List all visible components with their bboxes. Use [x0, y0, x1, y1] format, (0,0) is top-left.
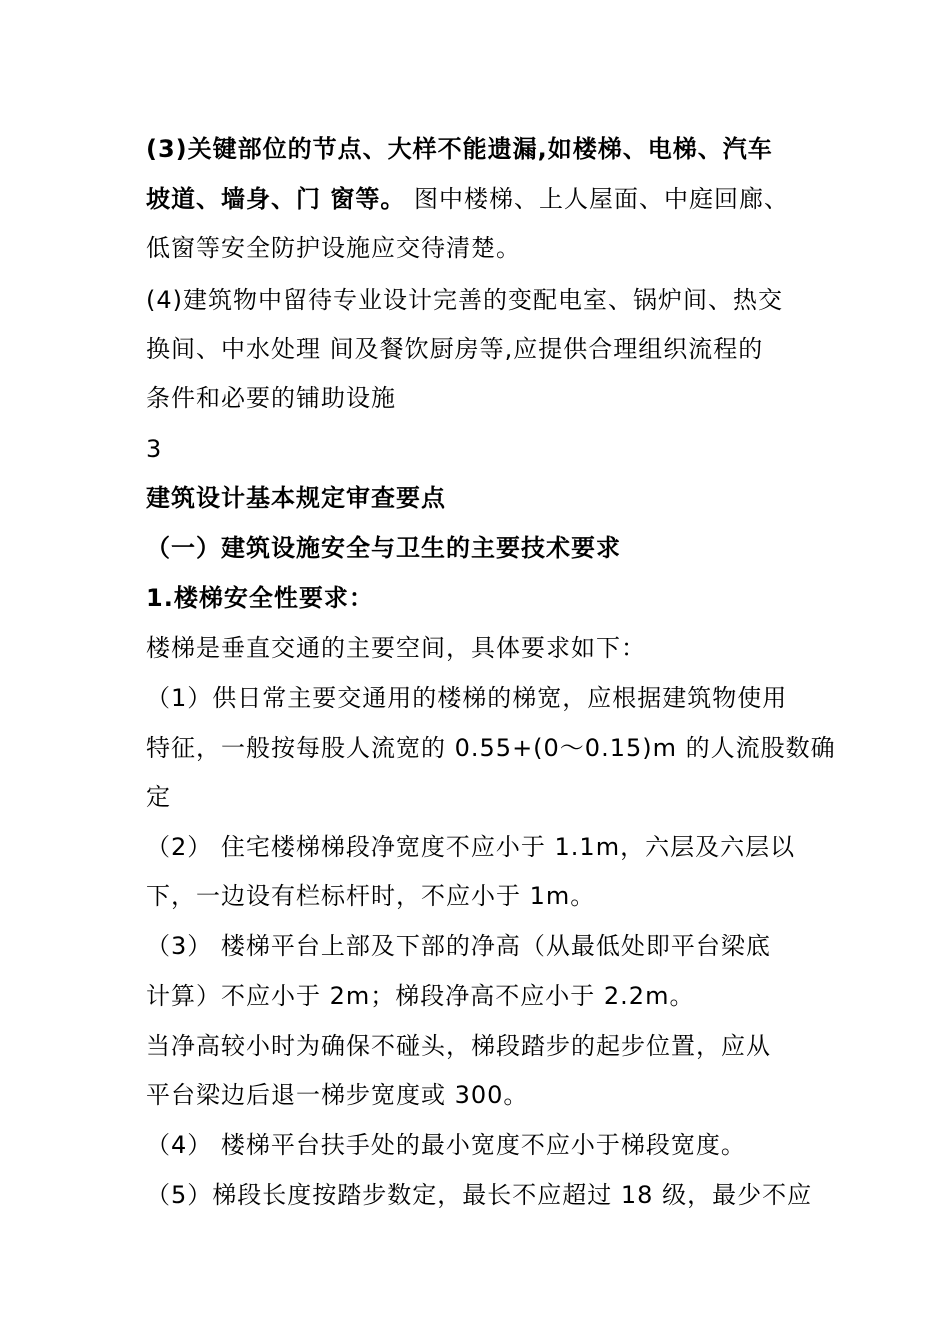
- paragraph-line: 低窗等安全防护设施应交待清楚。: [146, 234, 521, 262]
- page-number-marker: 3: [146, 435, 163, 463]
- paragraph-line: （1）供日常主要交通用的楼梯的梯宽，应根据建筑物使用: [146, 684, 788, 712]
- paragraph-line: (3)关键部位的节点、大样不能遗漏,如楼梯、电梯、汽车: [146, 135, 773, 163]
- paragraph-line: 下，一边设有栏标杆时，不应小于 1m。: [146, 882, 596, 910]
- paragraph-line: （4） 楼梯平台扶手处的最小宽度不应小于梯段宽度。: [146, 1131, 746, 1159]
- paragraph-line: 当净高较小时为确保不碰头，梯段踏步的起步位置，应从: [146, 1032, 771, 1060]
- item-heading: 1.楼梯安全性要求：: [146, 584, 374, 612]
- paragraph-line: 平台梁边后退一梯步宽度或 300。: [146, 1081, 529, 1109]
- paragraph-line: [146, 184, 789, 214]
- paragraph-line: （5）梯段长度按踏步数定，最长不应超过 18 级，最少不应: [146, 1181, 813, 1209]
- paragraph-line: (4)建筑物中留待专业设计完善的变配电室、锅炉间、热交: [146, 286, 783, 314]
- paragraph-line: 楼梯是垂直交通的主要空间，具体要求如下：: [146, 634, 646, 662]
- normal-text: 图中楼梯、上人屋面、中庭回廊、: [405, 185, 789, 213]
- paragraph-line: 定: [146, 783, 171, 811]
- paragraph-line: （2） 住宅楼梯梯段净宽度不应小于 1.1m，六层及六层以: [146, 833, 796, 861]
- paragraph-line: （3） 楼梯平台上部及下部的净高（从最低处即平台梁底: [146, 932, 771, 960]
- paragraph-line: 换间、中水处理 间及餐饮厨房等,应提供合理组织流程的: [146, 335, 764, 363]
- section-heading: 建筑设计基本规定审查要点: [146, 484, 446, 512]
- paragraph-line: 计算）不应小于 2m；梯段净高不应小于 2.2m。: [146, 982, 695, 1010]
- paragraph-line: 特征，一般按每股人流宽的 0.55+(0～0.15)m 的人流股数确: [146, 734, 836, 762]
- subsection-heading: （一）建筑设施安全与卫生的主要技术要求: [146, 534, 621, 562]
- bold-text: 坡道、墙身、门 窗等。: [146, 185, 406, 213]
- paragraph-line: 条件和必要的铺助设施: [146, 384, 396, 412]
